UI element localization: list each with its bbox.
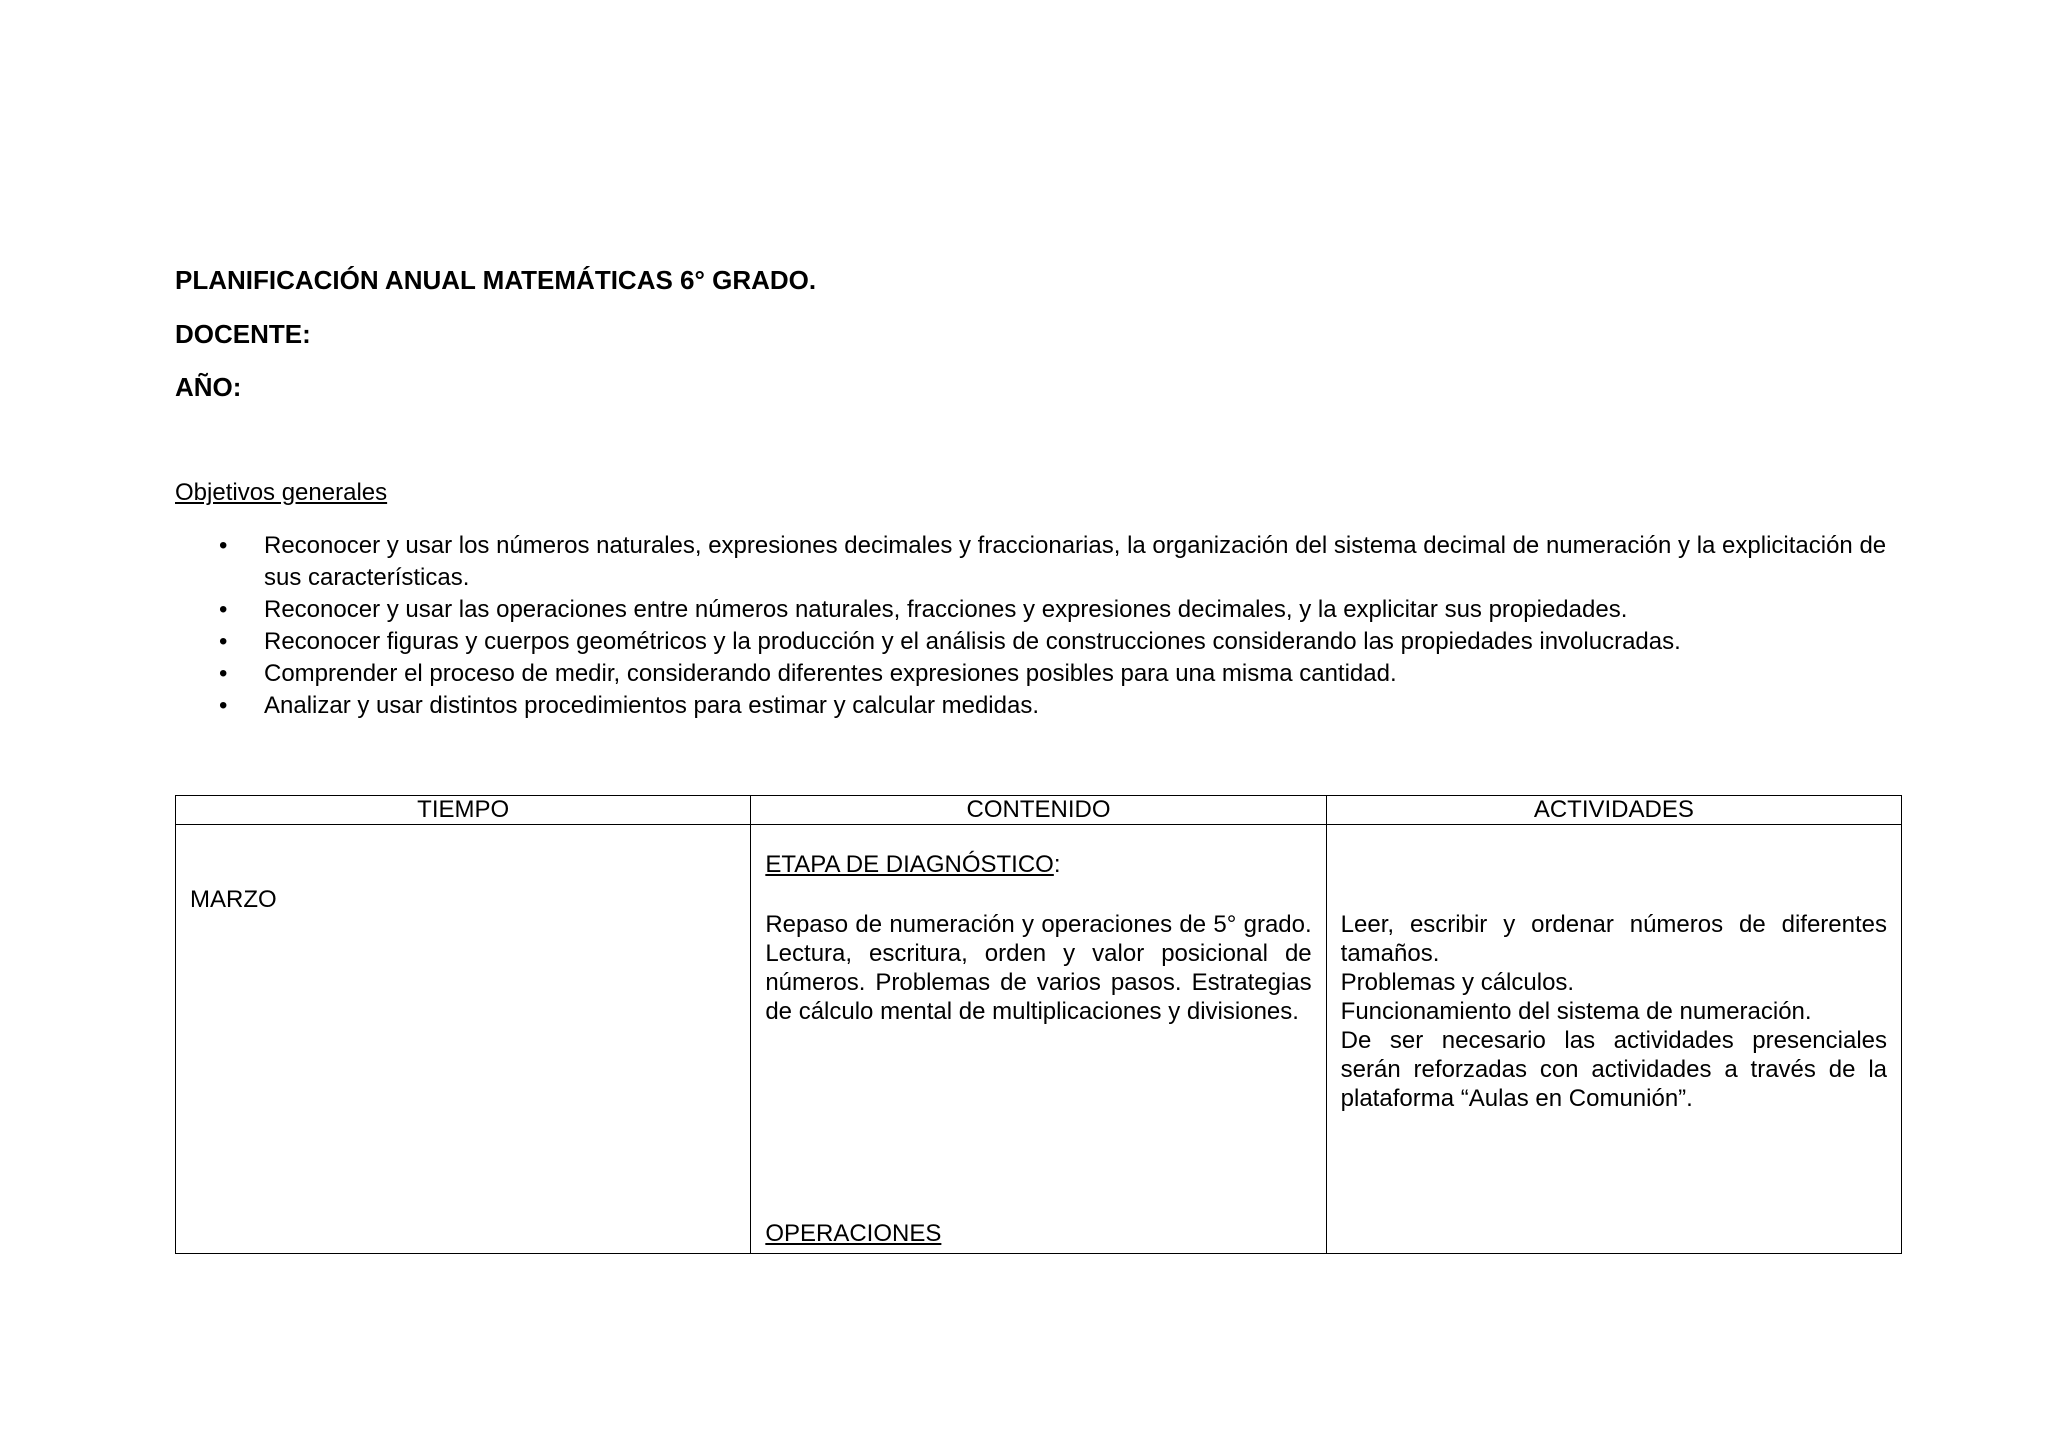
bullet-icon: • <box>219 532 228 559</box>
objective-item <box>175 626 1905 658</box>
cell-actividades <box>1326 825 1901 1254</box>
document-title: PLANIFICACIÓN ANUAL MATEMÁTICAS 6° GRADO. <box>175 265 817 295</box>
header-actividades: ACTIVIDADES <box>1326 796 1901 825</box>
header-tiempo: TIEMPO <box>176 796 751 825</box>
objective-item <box>175 594 1905 626</box>
next-section-label: OPERACIONES <box>765 1220 942 1247</box>
objectives-list <box>175 530 1905 722</box>
objective-text: Reconocer y usar los números naturales, expresiones decimales y fraccionarias, la organización del sistema decimal de numeración y la explicitación de sus características. <box>264 532 1887 591</box>
bullet-icon: • <box>219 596 228 623</box>
cell-contenido <box>751 825 1326 1254</box>
activity-item: Leer, escribir y ordenar números de diferentes tamaños. <box>1340 911 1887 967</box>
activity-item: Funcionamiento del sistema de numeración. <box>1340 998 1812 1025</box>
stage-label: ETAPA DE DIAGNÓSTICO <box>765 851 1054 878</box>
table-header-row <box>176 796 1902 825</box>
bullet-icon: • <box>219 660 228 687</box>
objectives-heading: Objetivos generales <box>175 479 388 506</box>
bullet-icon: • <box>219 628 228 655</box>
activity-item: Problemas y cálculos. <box>1340 969 1575 996</box>
objective-item <box>175 530 1905 594</box>
objective-text: Reconocer figuras y cuerpos geométricos y la producción y el análisis de construcciones considerando las propiedades involucradas. <box>264 628 1681 655</box>
objective-text: Reconocer y usar las operaciones entre números naturales, fracciones y expresiones decimales, y la explicitar sus propiedades. <box>264 596 1628 623</box>
month-label: MARZO <box>190 886 277 913</box>
activities-list <box>1341 910 1887 1113</box>
table-row <box>176 825 1902 1254</box>
cell-tiempo <box>176 825 751 1254</box>
planning-table <box>175 795 1902 1254</box>
objective-item <box>175 690 1905 722</box>
anio-label: AÑO: <box>175 372 242 402</box>
stage-heading <box>765 850 1311 880</box>
objective-text: Comprender el proceso de medir, considerando diferentes expresiones posibles para una misma cantidad. <box>264 660 1397 687</box>
bullet-icon: • <box>219 692 228 719</box>
content-text: Repaso de numeración y operaciones de 5° grado. Lectura, escritura, orden y valor posicional de números. Problemas de varios pasos. Estrategias de cálculo mental de multiplicaciones y divisiones. <box>765 911 1312 1025</box>
header-contenido: CONTENIDO <box>751 796 1326 825</box>
docente-label: DOCENTE: <box>175 319 311 349</box>
stage-suffix: : <box>1053 851 1061 878</box>
objective-item <box>175 658 1905 690</box>
activity-item: De ser necesario las actividades presenciales serán reforzadas con actividades a través de la plataforma “Aulas en Comunión”. <box>1340 1027 1887 1112</box>
objective-text: Analizar y usar distintos procedimientos para estimar y calcular medidas. <box>264 692 1039 719</box>
